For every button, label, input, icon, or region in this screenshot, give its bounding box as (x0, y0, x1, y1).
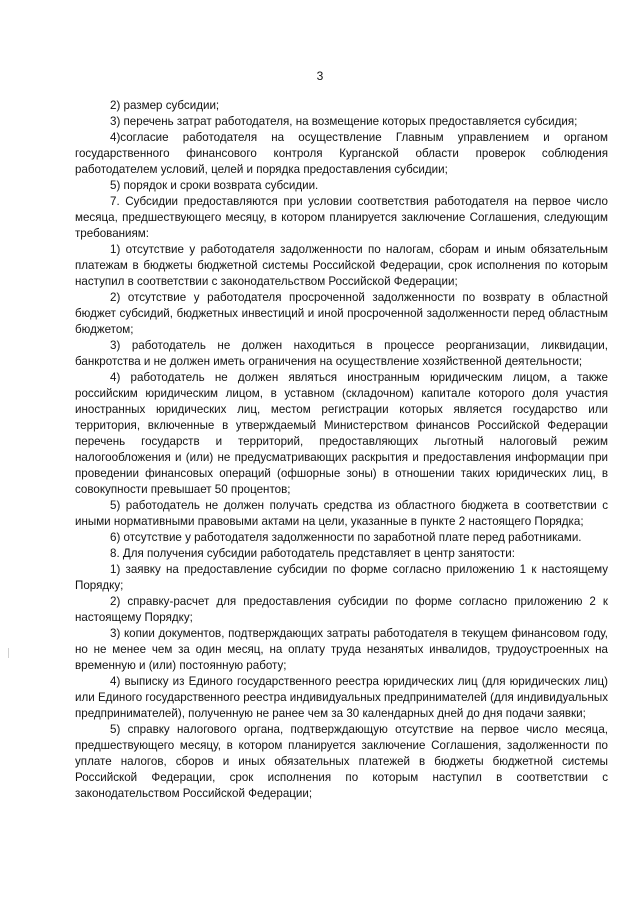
paragraph-cost-list: 3) перечень затрат работодателя, на возмещение которых предоставляется субсидия; (110, 115, 578, 128)
paragraph-requirement-6: 6) отсутствие у работодателя задолженности по заработной плате перед работниками. (110, 531, 582, 544)
paragraph-requirement-4: 4) работодатель не должен являться иностранным юридическим лицом, а также российским юридическим лицом, в уставном (складочном) капитале которого доля участия иностранных юридических лиц, местом регистрации которых является государство или территория, включенные в утверждаемый Министерством финансов Российской Федерации перечень государств и территорий, предоставляющих льготный налоговый режим налогообложения и (или) не предусматривающих раскрытия и предоставления информации при проведении финансовых операций (офшорные зоны) в отношении таких юридических лиц, в совокупности превышает 50 процентов; (75, 371, 608, 496)
paragraph-requirement-5: 5) работодатель не должен получать средства из областного бюджета в соответствии с иными нормативными правовыми актами на цели, указанные в пункте 2 настоящего Порядка; (75, 499, 608, 528)
page-number: 3 (316, 69, 324, 83)
paragraph-document-3: 3) копии документов, подтверждающих затраты работодателя в текущем финансовом году, но не менее чем за один месяц, на оплату труда незанятых инвалидов, трудоустроенных на временную и (или) постоянную работу; (75, 627, 608, 672)
paragraph-requirement-1: 1) отсутствие у работодателя задолженности по налогам, сборам и иным обязательным платежам в бюджеты бюджетной системы Российской Федерации, срок исполнения по которым наступил в соответствии с законодательством Российской Федерации; (75, 243, 608, 288)
paragraph-clause-7: 7. Субсидии предоставляются при условии соответствия работодателя на первое число месяца, предшествующего месяцу, в котором планируется заключение Соглашения, следующим требованиям: (75, 195, 608, 240)
paragraph-consent-inspections: 4)согласие работодателя на осуществление Главным управлением и органом государственного финансового контроля Курганской области проверок соблюдения работодателем условий, целей и порядка предоставления субсидии; (75, 131, 608, 176)
paragraph-document-5: 5) справку налогового органа, подтверждающую отсутствие на первое число месяца, предшествующего месяцу, в котором планируется заключение Соглашения, задолженности по уплате налогов, сборов и иных обязательных платежей в бюджеты бюджетной системы Российской Федерации, срок исполнения по которым наступил в соответствии с законодательством Российской Федерации; (75, 723, 608, 800)
paragraph-requirement-2: 2) отсутствие у работодателя просроченной задолженности по возврату в областной бюджет субсидий, бюджетных инвестиций и иной просроченной задолженности перед областным бюджетом; (75, 291, 608, 336)
scan-margin-mark (8, 648, 9, 658)
paragraph-refund-procedure: 5) порядок и сроки возврата субсидии. (110, 179, 319, 192)
paragraph-requirement-3: 3) работодатель не должен находиться в процессе реорганизации, ликвидации, банкротства и не должен иметь ограничения на осуществление хозяйственной деятельности; (75, 339, 608, 368)
paragraph-document-1: 1) заявку на предоставление субсидии по форме согласно приложению 1 к настоящему Порядку; (75, 563, 608, 592)
paragraph-document-2: 2) справку-расчет для предоставления субсидии по форме согласно приложению 2 к настоящему Порядку; (75, 595, 608, 624)
paragraph-subsidy-amount: 2) размер субсидии; (110, 99, 220, 112)
paragraph-clause-8: 8. Для получения субсидии работодатель представляет в центр занятости: (110, 547, 515, 560)
document-body (75, 98, 608, 802)
paragraph-document-4: 4) выписку из Единого государственного реестра юридических лиц (для юридических лиц) или Единого государственного реестра индивидуальных предпринимателей (для индивидуальных предпринимателей), полученную не ранее чем за 30 календарных дней до дня подачи заявки; (75, 675, 608, 720)
